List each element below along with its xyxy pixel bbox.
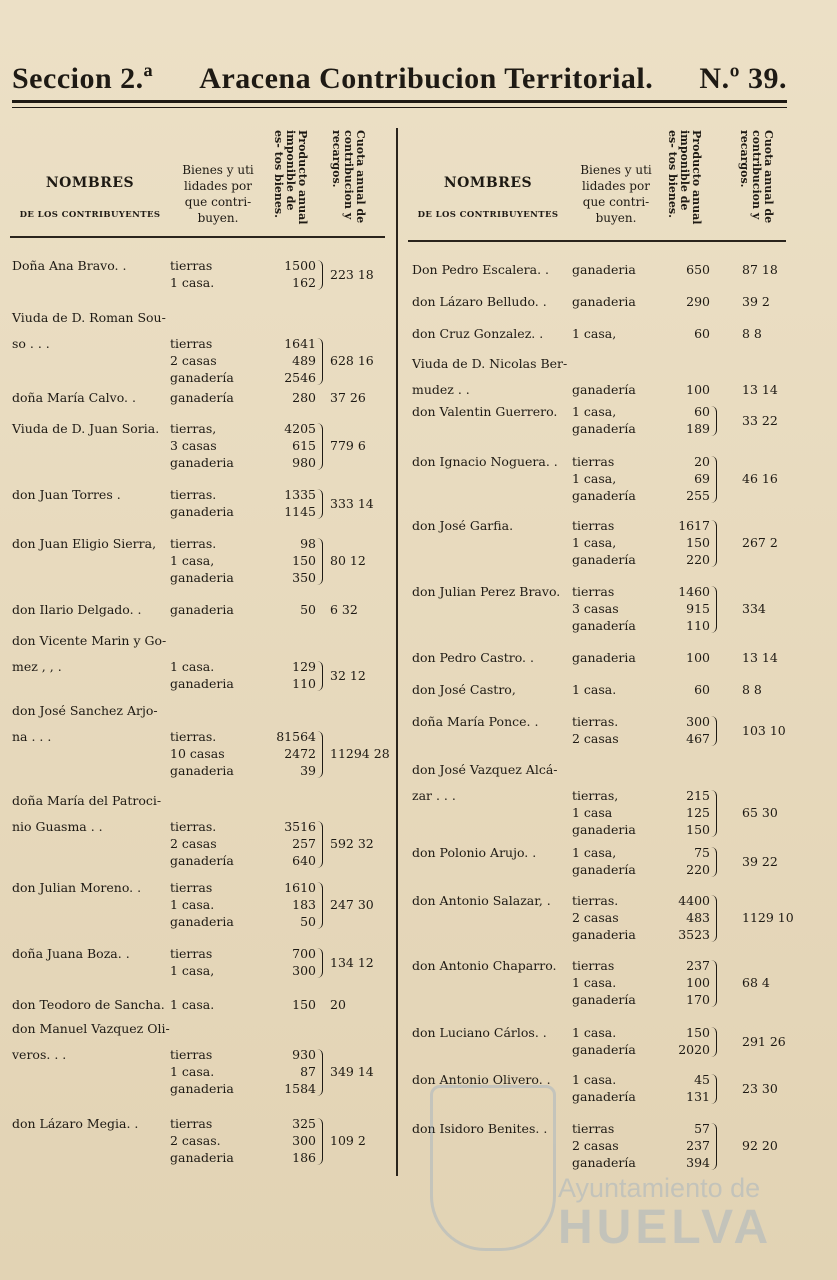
taxable-value: 300	[292, 963, 316, 978]
taxable-value: 129	[292, 659, 316, 674]
property-type: ganaderia	[170, 763, 234, 778]
taxable-value: 125	[686, 805, 710, 820]
contributor-name: Viuda de D. Nicolas Ber-	[412, 356, 568, 371]
contributor-name: doña María Ponce. .	[412, 714, 539, 729]
group-brace	[711, 716, 717, 746]
taxable-value: 162	[292, 275, 316, 290]
taxable-value: 1617	[678, 518, 710, 533]
taxable-value: 100	[686, 382, 710, 397]
taxable-value: 280	[292, 390, 316, 405]
taxable-value: 4400	[678, 893, 710, 908]
property-type: 1 casa,	[572, 845, 617, 860]
property-type: tierras.	[170, 819, 217, 834]
property-type: 1 casa.	[572, 682, 617, 697]
annual-quota: 68 4	[742, 975, 770, 990]
property-type: ganaderia	[170, 602, 234, 617]
taxable-value: 100	[686, 975, 710, 990]
contributor-name: doña Juana Boza. .	[12, 946, 130, 961]
taxable-value: 150	[292, 553, 316, 568]
contributor-name: na . . .	[12, 729, 52, 744]
page-title: Aracena Contribucion Territorial.	[199, 62, 654, 95]
contributor-name: don Cruz Gonzalez. .	[412, 326, 544, 341]
annual-quota: 291 26	[742, 1033, 786, 1049]
col-producto-label-right: Producto anual imponible de es- tos bienes.	[666, 130, 703, 225]
property-type: ganadería	[572, 1155, 636, 1170]
taxable-value: 3523	[678, 927, 710, 942]
property-type: ganadería	[572, 992, 636, 1007]
taxable-value: 50	[300, 602, 316, 617]
taxable-value: 220	[686, 862, 710, 877]
property-type: tierras	[170, 1047, 213, 1062]
contributor-name: don Antonio Olivero. .	[412, 1072, 551, 1087]
group-brace	[317, 1049, 323, 1096]
annual-quota: 247 30	[330, 897, 374, 912]
property-type: ganaderia	[170, 1150, 234, 1165]
col-contribuyentes-label-right: DE LOS CONTRIBUYENTES	[417, 210, 559, 220]
group-brace	[711, 406, 717, 436]
contributor-name: don Manuel Vazquez Oli-	[12, 1021, 170, 1036]
property-type: 1 casa,	[572, 326, 617, 341]
property-type: ganadería	[572, 1089, 636, 1104]
taxable-value: 1145	[284, 504, 316, 519]
col-cuota-label-right: Cuota anual de contribucion y recargos.	[738, 130, 775, 224]
property-type: ganadería	[170, 853, 234, 868]
contributor-name: mudez . .	[412, 382, 470, 397]
property-type: 1 casa.	[170, 659, 215, 674]
taxable-value: 60	[694, 326, 710, 341]
contributor-name: don Polonio Arujo. .	[412, 845, 537, 860]
group-brace	[317, 423, 323, 470]
taxable-value: 150	[292, 997, 316, 1012]
annual-quota: 39 22	[742, 853, 778, 869]
header-rule-thick	[12, 100, 787, 103]
taxable-value: 57	[694, 1121, 710, 1136]
left-header-rule	[10, 236, 385, 238]
taxable-value: 4205	[284, 421, 316, 436]
contributor-name: Viuda de D. Juan Soria.	[12, 421, 160, 436]
property-type: ganaderia	[170, 1081, 234, 1096]
group-brace	[317, 260, 323, 290]
taxable-value: 650	[686, 262, 710, 277]
annual-quota: 32 12	[330, 667, 366, 683]
taxable-value: 215	[686, 788, 710, 803]
contributor-name: don Pedro Castro. .	[412, 650, 534, 665]
contributor-name: veros. . .	[12, 1047, 67, 1062]
left-column-header	[10, 120, 385, 238]
taxable-value: 1641	[284, 336, 316, 351]
property-type: ganaderia	[572, 650, 636, 665]
taxable-value: 237	[686, 1138, 710, 1153]
contributor-name: zar . . .	[412, 788, 456, 803]
contributor-name: doña María del Patroci-	[12, 793, 162, 808]
contributor-name: so . . .	[12, 336, 50, 351]
group-brace	[317, 1118, 323, 1165]
annual-quota: 779 6	[330, 438, 366, 453]
property-type: ganaderia	[572, 822, 636, 837]
taxable-value: 257	[292, 836, 316, 851]
group-brace	[317, 661, 323, 691]
property-type: 1 casa.	[170, 275, 215, 290]
annual-quota: 333 14	[330, 495, 374, 511]
property-type: 2 casas	[170, 836, 217, 851]
contributor-name: don Antonio Salazar, .	[412, 893, 551, 908]
col-nombres-label-right: NOMBRES	[443, 175, 533, 191]
taxable-value: 1584	[284, 1081, 316, 1096]
property-type: tierras	[170, 1116, 213, 1131]
contributor-name: mez , , .	[12, 659, 62, 674]
taxable-value: 915	[686, 601, 710, 616]
annual-quota: 46 16	[742, 471, 778, 486]
group-brace	[317, 731, 323, 778]
taxable-value: 20	[694, 454, 710, 469]
annual-quota: 87 18	[742, 262, 778, 277]
contributor-name: Viuda de D. Roman Sou-	[12, 310, 166, 325]
property-type: 1 casa.	[572, 1072, 617, 1087]
property-type: tierras	[170, 880, 213, 895]
contributor-name: don José Sanchez Arjo-	[12, 703, 158, 718]
contributor-name: don Ignacio Noguera. .	[412, 454, 558, 469]
page-header	[12, 58, 787, 100]
taxable-value: 1335	[284, 487, 316, 502]
contributor-name: don Antonio Chaparro.	[412, 958, 557, 973]
taxable-value: 483	[686, 910, 710, 925]
property-type: ganadería	[572, 488, 636, 503]
property-type: tierras,	[572, 788, 619, 803]
contributor-name: don Julian Moreno. .	[12, 880, 142, 895]
contributor-name: Don Pedro Escalera. .	[412, 262, 550, 277]
property-type: ganaderia	[572, 262, 636, 277]
property-type: ganadería	[572, 421, 636, 436]
taxable-value: 186	[292, 1150, 316, 1165]
header-rule-thin	[12, 107, 787, 108]
taxable-value: 87	[300, 1064, 316, 1079]
watermark	[430, 1085, 810, 1265]
property-type: 1 casa.	[170, 897, 215, 912]
taxable-value: 75	[694, 845, 710, 860]
taxable-value: 3516	[284, 819, 316, 834]
property-type: 3 casas	[572, 601, 619, 616]
property-type: 2 casas	[170, 353, 217, 368]
group-brace	[711, 790, 717, 837]
annual-quota: 267 2	[742, 535, 778, 550]
annual-quota: 349 14	[330, 1064, 374, 1079]
taxable-value: 170	[686, 992, 710, 1007]
taxable-value: 1460	[678, 584, 710, 599]
col-nombres-label: NOMBRES	[45, 175, 135, 191]
taxable-value: 640	[292, 853, 316, 868]
property-type: 1 casa,	[572, 471, 617, 486]
group-brace	[317, 338, 323, 385]
contributor-name: Doña Ana Bravo. .	[12, 258, 127, 273]
col-producto-label: Producto anual imponible de es- tos bienes.	[272, 130, 309, 225]
group-brace	[317, 821, 323, 868]
contributor-name: don Lázaro Belludo. .	[412, 294, 547, 309]
annual-quota: 6 32	[330, 602, 358, 617]
annual-quota: 20	[330, 997, 346, 1012]
property-type: tierras	[170, 946, 213, 961]
taxable-value: 325	[292, 1116, 316, 1131]
taxable-value: 300	[686, 714, 710, 729]
group-brace	[711, 520, 717, 567]
annual-quota: 65 30	[742, 805, 778, 820]
group-brace	[711, 960, 717, 1007]
taxable-value: 350	[292, 570, 316, 585]
contributor-name: don José Garfia.	[412, 518, 514, 533]
taxable-value: 237	[686, 958, 710, 973]
taxable-value: 150	[686, 535, 710, 550]
taxable-value: 290	[686, 294, 710, 309]
property-type: 1 casa,	[170, 963, 215, 978]
taxable-value: 2472	[284, 746, 316, 761]
contributor-name: don Julian Perez Bravo.	[412, 584, 561, 599]
annual-quota: 103 10	[742, 722, 786, 738]
annual-quota: 13 14	[742, 382, 778, 397]
contributor-name: don Juan Torres .	[12, 487, 121, 502]
taxable-value: 1610	[284, 880, 316, 895]
group-brace	[317, 538, 323, 585]
property-type: tierras	[170, 336, 213, 351]
property-type: tierras.	[170, 536, 217, 551]
annual-quota: 8 8	[742, 326, 762, 341]
contributor-name: doña María Calvo. .	[12, 390, 136, 405]
property-type: ganadería	[572, 552, 636, 567]
property-type: ganaderia	[170, 455, 234, 470]
contributor-name: don Vicente Marin y Go-	[12, 633, 167, 648]
taxable-value: 700	[292, 946, 316, 961]
taxable-value: 60	[694, 404, 710, 419]
annual-quota: 109 2	[330, 1133, 366, 1148]
property-type: ganaderia	[170, 676, 234, 691]
taxable-value: 45	[694, 1072, 710, 1087]
annual-quota: 1129 10	[742, 910, 794, 925]
property-type: 2 casas	[572, 1138, 619, 1153]
property-type: ganaderia	[572, 927, 636, 942]
property-type: tierras.	[170, 487, 217, 502]
taxable-value: 467	[686, 731, 710, 746]
annual-quota: 39 2	[742, 294, 770, 309]
taxable-value: 394	[686, 1155, 710, 1170]
annual-quota: 11294 28	[330, 746, 390, 761]
property-type: tierras.	[572, 714, 619, 729]
taxable-value: 110	[686, 618, 710, 633]
contributor-name: don Teodoro de Sancha.	[12, 997, 165, 1012]
contributor-name: nio Guasma . .	[12, 819, 103, 834]
contributor-name: don Lázaro Megia. .	[12, 1116, 139, 1131]
taxable-value: 183	[292, 897, 316, 912]
annual-quota: 80 12	[330, 553, 366, 568]
taxable-value: 39	[300, 763, 316, 778]
right-column-header	[408, 120, 788, 238]
contributor-name: don Luciano Cárlos. .	[412, 1025, 547, 1040]
property-type: 1 casa.	[170, 1064, 215, 1079]
annual-quota: 33 22	[742, 412, 778, 428]
property-type: ganadería	[170, 370, 234, 385]
taxable-value: 60	[694, 682, 710, 697]
col-contribuyentes-label: DE LOS CONTRIBUYENTES	[19, 210, 161, 220]
property-type: ganadería	[572, 382, 636, 397]
annual-quota: 334	[742, 601, 766, 616]
property-type: 1 casa.	[170, 997, 215, 1012]
group-brace	[711, 1027, 717, 1057]
column-separator	[396, 128, 398, 1176]
taxable-value: 615	[292, 438, 316, 453]
annual-quota: 8 8	[742, 682, 762, 697]
contributor-name: don Ilario Delgado. .	[12, 602, 142, 617]
watermark-line2: HUELVA	[558, 1201, 773, 1254]
annual-quota: 37 26	[330, 390, 366, 405]
property-type: tierras	[572, 1121, 615, 1136]
property-type: 2 casas	[572, 731, 619, 746]
taxable-value: 50	[300, 914, 316, 929]
taxable-value: 100	[686, 650, 710, 665]
col-cuota-label: Cuota anual de contribucion y recargos.	[330, 130, 367, 224]
right-header-rule	[408, 240, 786, 242]
annual-quota: 13 14	[742, 650, 778, 665]
group-brace	[711, 456, 717, 503]
annual-quota: 628 16	[330, 353, 374, 368]
property-type: 2 casas.	[170, 1133, 221, 1148]
property-type: ganaderia	[572, 294, 636, 309]
property-type: ganadería	[572, 1042, 636, 1057]
taxable-value: 69	[694, 471, 710, 486]
page-number: N.º 39.	[699, 62, 787, 95]
property-type: 1 casa,	[170, 553, 215, 568]
group-brace	[711, 895, 717, 942]
contributor-name: don Juan Eligio Sierra,	[12, 536, 157, 551]
contributor-name: don Valentin Guerrero.	[412, 404, 558, 419]
property-type: tierras,	[170, 421, 217, 436]
group-brace	[711, 586, 717, 633]
col-bienes-label: Bienes y uti lidades por que contri- buyen.	[182, 163, 254, 225]
group-brace	[711, 847, 717, 877]
annual-quota: 592 32	[330, 836, 374, 851]
property-type: 1 casa.	[572, 1025, 617, 1040]
taxable-value: 189	[686, 421, 710, 436]
contributor-name: don José Vazquez Alcá-	[412, 762, 558, 777]
taxable-value: 300	[292, 1133, 316, 1148]
taxable-value: 81564	[276, 729, 316, 744]
property-type: 1 casa.	[572, 975, 617, 990]
taxable-value: 2546	[284, 370, 316, 385]
taxable-value: 255	[686, 488, 710, 503]
property-type: tierras	[572, 454, 615, 469]
property-type: 1 casa,	[572, 404, 617, 419]
taxable-value: 110	[292, 676, 316, 691]
taxable-value: 131	[686, 1089, 710, 1104]
property-type: 10 casas	[170, 746, 225, 761]
taxable-value: 98	[300, 536, 316, 551]
contributor-name: don José Castro,	[412, 682, 516, 697]
property-type: tierras	[170, 258, 213, 273]
property-type: 3 casas	[170, 438, 217, 453]
taxable-value: 489	[292, 353, 316, 368]
property-type: ganadería	[170, 390, 234, 405]
property-type: ganaderia	[170, 914, 234, 929]
annual-quota: 23 30	[742, 1080, 778, 1096]
taxable-value: 2020	[678, 1042, 710, 1057]
annual-quota: 92 20	[742, 1138, 778, 1153]
property-type: tierras	[572, 518, 615, 533]
property-type: tierras	[572, 584, 615, 599]
taxable-value: 1500	[284, 258, 316, 273]
section-label: Seccion 2.ª	[12, 62, 154, 95]
taxable-value: 980	[292, 455, 316, 470]
property-type: tierras.	[170, 729, 217, 744]
group-brace	[317, 882, 323, 929]
property-type: 1 casa	[572, 805, 613, 820]
group-brace	[317, 948, 323, 978]
watermark-line1: Ayuntamiento de	[558, 1173, 761, 1203]
taxable-value: 150	[686, 1025, 710, 1040]
coat-of-arms-icon	[430, 1085, 556, 1251]
property-type: 1 casa,	[572, 535, 617, 550]
taxable-value: 150	[686, 822, 710, 837]
property-type: tierras	[572, 958, 615, 973]
contributor-name: don Isidoro Benites. .	[412, 1121, 548, 1136]
property-type: ganaderia	[170, 570, 234, 585]
group-brace	[317, 489, 323, 519]
taxable-value: 220	[686, 552, 710, 567]
property-type: ganaderia	[170, 504, 234, 519]
col-bienes-label-right: Bienes y uti lidades por que contri- buyen.	[580, 163, 652, 225]
property-type: 2 casas	[572, 910, 619, 925]
property-type: ganadería	[572, 862, 636, 877]
taxable-value: 930	[292, 1047, 316, 1062]
annual-quota: 134 12	[330, 954, 374, 970]
property-type: tierras.	[572, 893, 619, 908]
annual-quota: 223 18	[330, 266, 374, 282]
property-type: ganadería	[572, 618, 636, 633]
